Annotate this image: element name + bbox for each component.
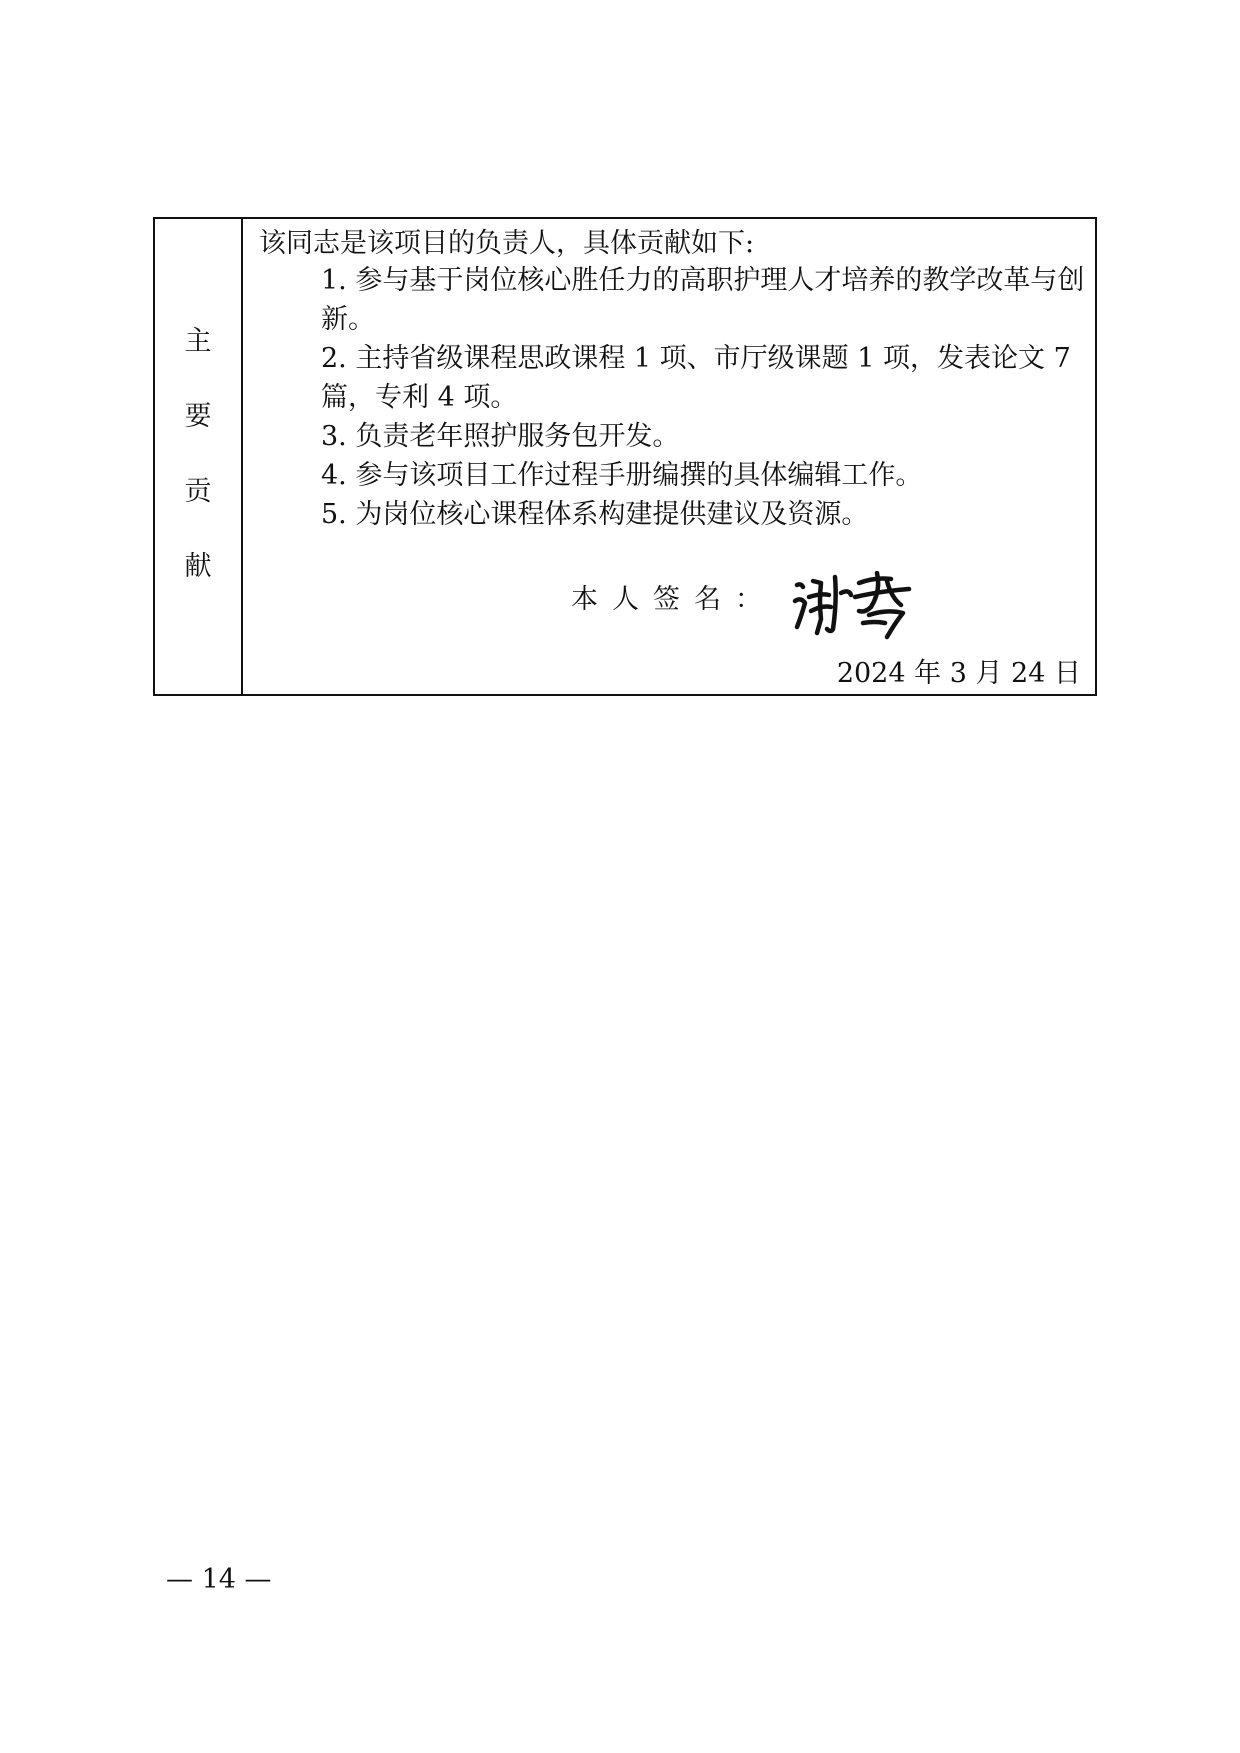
section-label-cell (155, 219, 243, 694)
section-label-char: 要 (184, 401, 212, 432)
contribution-item: 3. 负责老年照护服务包开发。 (321, 421, 680, 452)
contribution-item: 4. 参与该项目工作过程手册编撰的具体编辑工作。 (321, 460, 923, 491)
contribution-table (153, 217, 1097, 696)
section-label-char: 主 (184, 326, 212, 357)
handwritten-signature (791, 571, 919, 641)
contribution-item: 2. 主持省级课程思政课程 1 项、市厅级课题 1 项，发表论文 7 篇，专利 4 项。 (321, 343, 1071, 413)
contribution-item: 5. 为岗位核心课程体系构建提供建议及资源。 (321, 499, 869, 530)
sign-date: 2024 年 3 月 24 日 (836, 658, 1081, 689)
page-number: — 14 — (166, 1564, 272, 1595)
intro-text: 该同志是该项目的负责人，具体贡献如下: (259, 228, 755, 259)
contribution-item: 1. 参与基于岗位核心胜任力的高职护理人才培养的教学改革与创新。 (321, 265, 1085, 335)
signature-label: 本人签名： (571, 584, 776, 615)
contribution-content-cell (243, 219, 1095, 694)
section-label-char: 献 (184, 551, 212, 582)
section-label-char: 贡 (184, 476, 212, 507)
